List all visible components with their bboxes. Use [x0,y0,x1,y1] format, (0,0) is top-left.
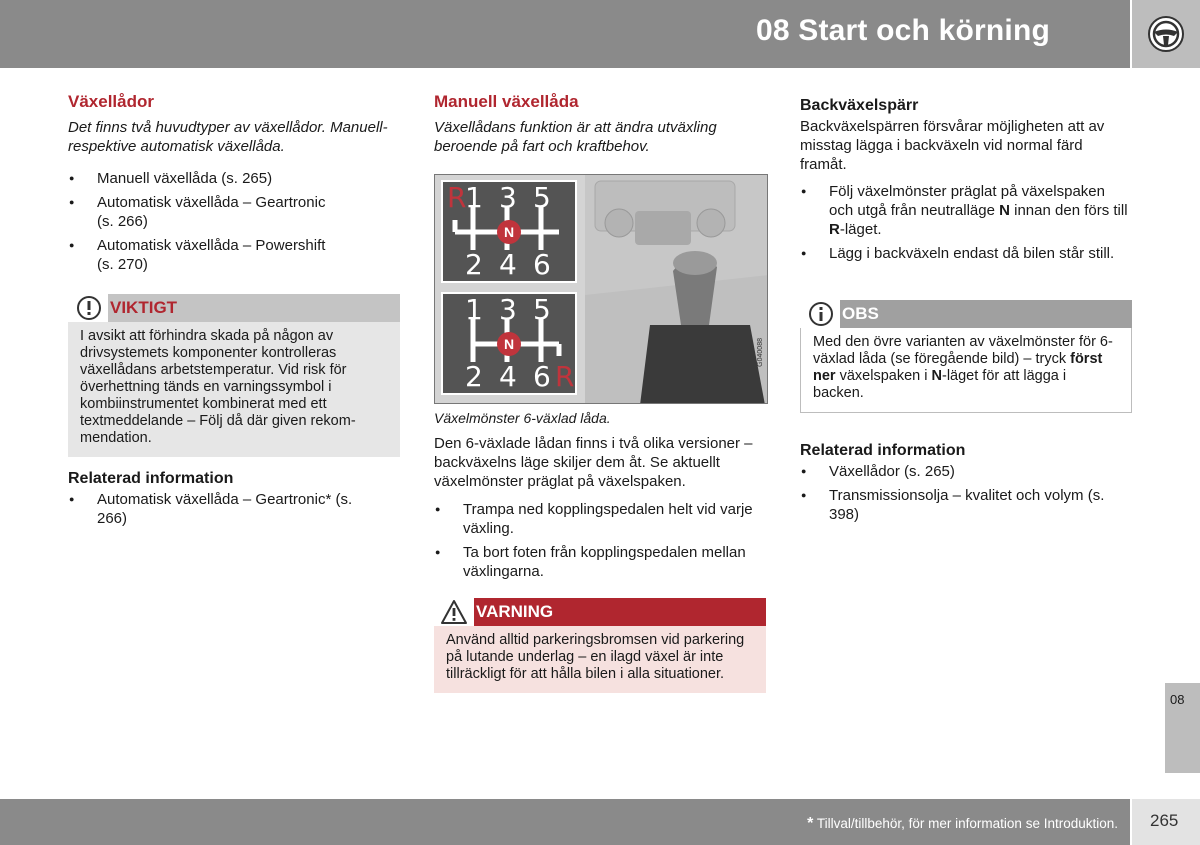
page-number-box [1132,799,1200,845]
figure-code: G040088 [757,338,764,367]
list-item: ● Ta bort foten från kopplingspedalen mellan växlingarna. [434,543,768,581]
figure-caption: Växelmönster 6-växlad låda. [434,410,611,426]
section-heading-vaxellador: Växellådor [68,92,154,111]
callout-bar [434,598,766,626]
exclamation-circle-icon [76,295,102,321]
related-info-right [800,442,1132,529]
left-column [68,92,400,527]
gear-label: 1 [465,293,483,326]
obs-callout [800,300,1132,413]
callout-label: VARNING [476,602,554,621]
gear-label: 5 [533,181,551,214]
neutral-badge: N [497,332,521,356]
gear-label: 3 [499,293,517,326]
varning-callout [434,598,766,693]
body-text: Den 6-växlade lådan finns i två olika versioner – backväxelns läge skiljer dem åt. Se aktuellt växelmönster präglat på växelspaken. [434,435,753,490]
reverse-lock-list [800,182,1132,263]
list-item: ● Automatisk växellåda – Geartronic (s. 266) [68,193,337,231]
list-item: ● Lägg i backväxeln endast då bilen står still. [800,244,1132,263]
right-column [800,92,1132,523]
reverse-label: R [555,360,575,393]
gear-label: 3 [499,181,517,214]
info-circle-icon [808,301,834,327]
callout-text: Använd alltid parkeringsbromsen vid parkering på lutande underlag – en ilagd växel är inte tillräckligt för att hålla bilen i alla situationer. [434,626,766,693]
list-item: ● Automatisk växellåda – Powershift (s. 270) [68,236,337,274]
callout-label: OBS [842,304,879,323]
manual-body [434,434,768,586]
page-number: 265 [1150,811,1179,830]
neutral-badge: N [497,220,521,244]
warning-triangle-icon [440,599,468,625]
footer-note: * Tillval/tillbehör, för mer information se Introduktion. [807,815,1118,832]
gear-label: 6 [533,360,551,393]
gear-label: 4 [499,248,517,281]
gear-pattern-bottom [441,292,577,395]
chapter-icon-box [1132,0,1200,68]
callout-text: I avsikt att förhindra skada på någon av drivsystemets komponenter kontrolleras växellådans arbetstemperatur. Vid risk för överhettning tänds en varningssymbol i kombiinstrumentet kombinerat med ett textmeddelande – Följ då där given rekommendation. [68,322,400,457]
gear-pattern-top [441,180,577,283]
gear-label: 5 [533,293,551,326]
chapter-side-tab [1165,683,1200,773]
footer-bar [0,799,1130,845]
related-link[interactable]: ● Transmissionsolja – kvalitet och volym (s. 398) [800,486,1132,524]
gear-label: 1 [465,181,483,214]
middle-column [434,92,766,682]
callout-label: VIKTIGT [110,298,178,317]
chapter-number: 08 [1170,692,1185,707]
related-list [68,490,400,528]
list-item: ● Följ växelmönster präglat på växelspaken och utgå från neutralläge N innan den förs till R-läget. [800,182,1132,239]
related-link[interactable]: ● Automatisk växellåda – Geartronic* (s. 266) [68,490,367,528]
gearbox-list [68,169,400,274]
gear-label: 4 [499,360,517,393]
callout-bar [800,300,1132,328]
gear-label: 6 [533,248,551,281]
lead-text: Växellådans funktion är att ändra utväxling beroende på fart och kraftbehov. [434,119,717,155]
clutch-list [434,500,768,581]
related-link[interactable]: ● Växellådor (s. 265) [800,462,1132,481]
asterisk-mark: * [807,815,814,832]
list-item: ● Manuell växellåda (s. 265) [68,169,400,188]
gear-label: 2 [465,248,483,281]
body-text: Backväxelspärren försvårar möjligheten att av misstag lägga i backväxeln vid normal färd framåt. [800,118,1105,173]
section-heading-manuell: Manuell växellåda [434,92,579,111]
reverse-label: R [447,181,467,214]
header-bar [0,0,1130,68]
steering-wheel-icon [1147,15,1185,53]
lead-text: Det finns två huvudtyper av växellådor. Manuell- respektive automatisk växellåda. [68,119,388,155]
related-heading: Relaterad information [68,470,234,487]
viktigt-callout [68,294,400,457]
section-heading-backvaxelsparr: Backväxelspärr [800,97,919,114]
related-list [800,462,1132,524]
related-heading: Relaterad information [800,442,966,459]
gear-pattern-figure [434,174,768,404]
callout-text: Med den övre varianten av växelmönster för 6-växlad låda (se föregående bild) – tryck först ner växelspaken i N-läget för att lägga i backen. [800,328,1132,413]
page-title: 08 Start och körning [755,14,1050,47]
gear-label: 2 [465,360,483,393]
list-item: ● Trampa ned kopplingspedalen helt vid varje växling. [434,500,768,538]
related-info-left [68,470,400,533]
callout-bar [68,294,400,322]
